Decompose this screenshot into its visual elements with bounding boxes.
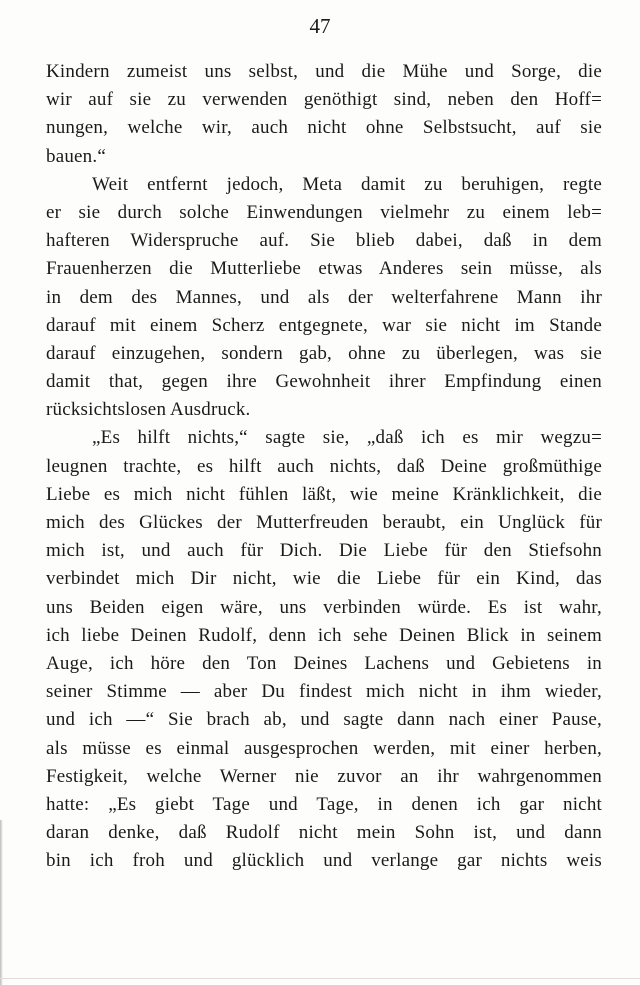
text-line: Frauenherzen die Mutterliebe etwas Anderes sein müsse, als: [46, 258, 602, 280]
text-line: er sie durch solche Einwendungen vielmehr zu einem leb=: [46, 201, 602, 223]
text-line: bauen.“: [46, 145, 106, 167]
text-line: rücksichtslosen Ausdruck.: [46, 399, 251, 421]
text-line: Liebe es mich nicht fühlen läßt, wie meine Kränklichkeit, die: [46, 483, 602, 505]
text-line: daran denke, daß Rudolf nicht mein Sohn ist, und dann: [46, 822, 602, 844]
page-number: 47: [309, 14, 331, 38]
text-line: leugnen trachte, es hilft auch nichts, daß Deine großmüthige: [46, 455, 602, 477]
text-line: verbindet mich Dir nicht, wie die Liebe für ein Kind, das: [46, 568, 602, 590]
text-line: darauf einzugehen, sondern gab, ohne zu überlegen, was sie: [46, 342, 602, 364]
text-line: bin ich froh und glücklich und verlange gar nichts weis: [46, 850, 602, 872]
text-line: Weit entfernt jedoch, Meta damit zu beruhigen, regte: [92, 173, 602, 195]
text-line: hatte: „Es giebt Tage und Tage, in denen ich gar nicht: [46, 793, 602, 815]
text-line: hafteren Widerspruche auf. Sie blieb dabei, daß in dem: [46, 230, 602, 252]
text-line: mich des Glückes der Mutterfreuden beraubt, ein Unglück für: [46, 512, 602, 533]
text-line: „Es hilft nichts,“ sagte sie, „daß ich es mir wegzu=: [92, 427, 602, 449]
text-line: damit that, gegen ihre Gewohnheit ihrer Empfindung einen: [46, 371, 602, 393]
text-line: Festigkeit, welche Werner nie zuvor an ihr wahrgenommen: [46, 765, 602, 787]
text-line: seiner Stimme — aber Du findest mich nicht in ihm wieder,: [46, 681, 602, 703]
page-edge-shadow: [0, 820, 3, 985]
page-bottom-edge: [0, 978, 640, 979]
text-line: Kindern zumeist uns selbst, und die Mühe und Sorge, die: [46, 61, 602, 82]
text-line: und ich —“ Sie brach ab, und sagte dann nach einer Pause,: [46, 709, 602, 731]
body-text: [46, 58, 602, 875]
text-line: ich liebe Deinen Rudolf, denn ich sehe Deinen Blick in seinem: [46, 624, 602, 646]
text-line: als müsse es einmal ausgesprochen werden, mit einer herben,: [46, 737, 602, 759]
text-line: Auge, ich höre den Ton Deines Lachens und Gebietens in: [46, 652, 602, 674]
text-line: in dem des Mannes, und als der welterfahrene Mann ihr: [46, 286, 602, 308]
text-line: mich ist, und auch für Dich. Die Liebe für den Stiefsohn: [46, 540, 602, 562]
text-line: uns Beiden eigen wäre, uns verbinden würde. Es ist wahr,: [46, 596, 602, 618]
text-line: darauf mit einem Scherz entgegnete, war sie nicht im Stande: [46, 314, 602, 336]
text-line: nungen, welche wir, auch nicht ohne Selbstsucht, auf sie: [46, 117, 602, 139]
text-line: wir auf sie zu verwenden genöthigt sind, neben den Hoff=: [46, 89, 602, 111]
